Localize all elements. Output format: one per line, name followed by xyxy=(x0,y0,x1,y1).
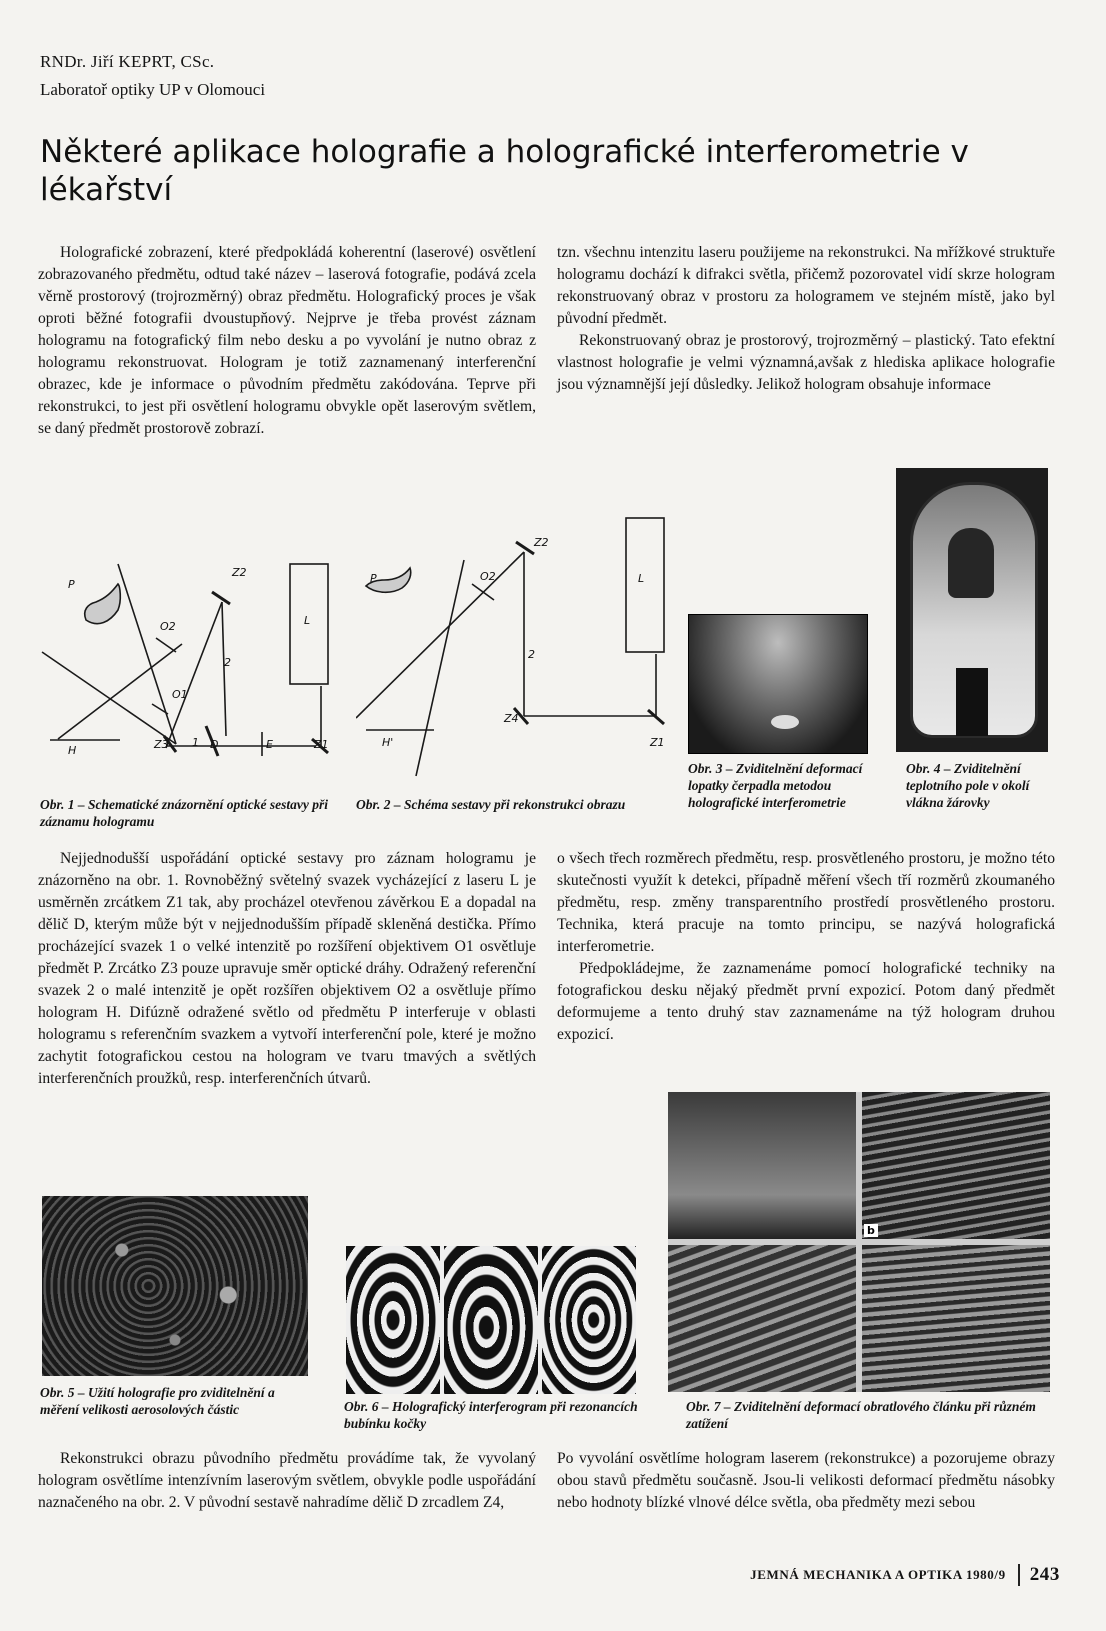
paragraph: Rekonstruovaný obraz je prostorový, trojrozměrný – plastický. Tato efektní vlastnost holografie je velmi významná,avšak z hlediska aplikace holografie jsou významnější její důsledky. Jelikož hologram obsahuje informace xyxy=(557,332,1055,393)
label-beam-1: 1 xyxy=(192,736,199,749)
page-number: 243 xyxy=(1018,1564,1060,1586)
interferogram-panel xyxy=(542,1246,636,1394)
method-right-column xyxy=(557,848,1055,1046)
label-o2: O2 xyxy=(480,570,496,583)
beam-line xyxy=(58,644,182,739)
paragraph: tzn. všechnu intenzitu laseru použijeme na rekonstrukci. Na mřížkové struktuře hologramu dochází k difrakci světla, přičemž pozorovatel vidí skrze hologram rekonstruovaný obraz v prostoru za hologramem ve stejném místě, jako byl původní předmět. xyxy=(557,244,1055,327)
label-z1: Z1 xyxy=(314,738,329,751)
paragraph: Po vyvolání osvětlíme hologram laserem (rekonstrukce) a pozorujeme obrazy obou stavů předmětu současně. Jsou-li velikosti deformací předmětu násobky nebo hodnoty blízké vlnové délce světla, oba předměty mezi sebou xyxy=(557,1450,1055,1511)
pump-blade-highlight xyxy=(771,715,799,729)
paragraph: Holografické zobrazení, které předpokládá koherentní (laserové) osvětlení zobrazovaného předmětu, odtud také název – laserová fotografie, podává zcela věrně prostorový (trojrozměrný) obraz předmětu. Holografický proces je však oproti běžné fotografii dvoustupňový. Nejprve je třeba provést záznam hologramu na fotografický film nebo desku a po vyvolání je nutno obraz z hologramu rekonstruovat. Hologram je totiž zaznamenaný interferenční obrazec, kde je informace o původním předmětu zakódována. Teprve při rekonstrukci, to jest při osvětlení hologramu obvykle opět laserovým světlem, se daný předmět prostorově zobrazí. xyxy=(38,244,536,437)
vertebra-panel-b xyxy=(862,1092,1050,1239)
label-h: H xyxy=(68,744,77,757)
vertebra-panel-c xyxy=(668,1245,856,1392)
author-name: RNDr. Jiří KEPRT, CSc. xyxy=(40,52,215,71)
figure-4-caption: Obr. 4 – Zviditelnění teplotního pole v okolí vlákna žárovky xyxy=(906,761,1030,810)
figure-7-caption: Obr. 7 – Zviditelnění deformací obratlového článku při různém zatížení xyxy=(686,1399,1036,1431)
article-title: Některé aplikace holografie a holografické interferometrie v lékařství xyxy=(40,134,969,208)
beam-line xyxy=(416,560,464,776)
lens-o2 xyxy=(472,584,494,600)
figure-3-photo xyxy=(688,614,868,754)
label-h: H' xyxy=(382,736,394,749)
label-d: D xyxy=(210,738,219,751)
label-l: L xyxy=(638,572,645,585)
paragraph: Předpokládejme, že zaznamenáme pomocí holografické techniky na fotografickou desku nějaký předmět první expozicí. Potom daný předmět deformujeme a tento druhý stav zaznamenáme na týž hologram druhou expozicí. xyxy=(557,960,1055,1043)
figure-7-photo xyxy=(668,1092,1050,1392)
figure-1-caption: Obr. 1 – Schematické znázornění optické sestavy při záznamu hologramu xyxy=(40,797,328,829)
page-footer xyxy=(750,1564,1060,1586)
label-o1: O1 xyxy=(172,688,188,701)
figure-1-diagram xyxy=(36,556,358,792)
label-z4: Z4 xyxy=(504,712,519,725)
heat-plume xyxy=(948,528,994,598)
journal-name: JEMNÁ MECHANIKA A OPTIKA 1980/9 xyxy=(750,1567,1006,1582)
mirror-z2 xyxy=(212,592,230,604)
intro-right-column xyxy=(557,242,1055,396)
figure-5-caption: Obr. 5 – Užití holografie pro zviditelnění a měření velikosti aerosolových částic xyxy=(40,1385,275,1417)
intro-left-column xyxy=(38,242,536,440)
object-p-shape xyxy=(85,584,121,624)
vertebra-panel-a xyxy=(668,1092,856,1239)
interferogram-panel xyxy=(444,1246,538,1394)
label-beam-2: 2 xyxy=(224,656,231,669)
paragraph: o všech třech rozměrech předmětu, resp. prosvětleného prostoru, je možno této skutečnosti využít k detekci, případně měření všech tří rozměrů zkoumaného předmětu, resp. změny transparentního prostředí prosvětleného prostoru. Technika, která pracuje na tomto principu, se nazývá holografická interferometrie. xyxy=(557,850,1055,955)
mirror-z2 xyxy=(516,542,534,554)
bulb-stem xyxy=(956,668,988,736)
figure-6-photo xyxy=(346,1246,636,1394)
figure-4-photo xyxy=(896,468,1048,752)
label-beam-2: 2 xyxy=(528,648,535,661)
beam-line xyxy=(222,602,226,736)
beam-line xyxy=(42,652,176,744)
label-e: E xyxy=(266,738,273,751)
lens-o2 xyxy=(156,638,176,652)
author-affiliation: Laboratoř optiky UP v Olomouci xyxy=(40,80,266,99)
label-z3: Z3 xyxy=(154,738,169,751)
panel-label-b: b xyxy=(864,1224,878,1237)
label-l: L xyxy=(304,614,311,627)
figure-6-caption: Obr. 6 – Holografický interferogram při rezonancích bubínku kočky xyxy=(344,1399,638,1431)
label-z2: Z2 xyxy=(232,566,247,579)
label-z2: Z2 xyxy=(534,536,549,549)
label-o2: O2 xyxy=(160,620,176,633)
vertebra-panel-d xyxy=(862,1245,1050,1392)
label-p: P xyxy=(370,572,377,585)
laser-box xyxy=(626,518,664,652)
figure-5-photo xyxy=(42,1196,308,1376)
figure-2-caption: Obr. 2 – Schéma sestavy při rekonstrukci obrazu xyxy=(356,797,626,812)
beam-line xyxy=(118,564,176,744)
beam-line xyxy=(356,552,524,718)
figure-2-diagram xyxy=(356,516,672,792)
reconstruction-left-column xyxy=(38,1448,536,1514)
figure-3-caption: Obr. 3 – Zviditelnění deformací lopatky čerpadla metodou holografické interferometrie xyxy=(688,761,863,810)
label-p: P xyxy=(68,578,75,591)
interferogram-panel xyxy=(346,1246,440,1394)
label-z1: Z1 xyxy=(650,736,665,749)
lens-o1 xyxy=(152,704,168,714)
reconstruction-right-column xyxy=(557,1448,1055,1514)
paragraph: Rekonstrukci obrazu původního předmětu provádíme tak, že vyvolaný hologram osvětlíme intenzívním laserovým světlem, obvykle podle uspořádání naznačeného na obr. 2. V původní sestavě nahradíme dělič D zrcadlem Z4, xyxy=(38,1450,536,1511)
paragraph: Nejjednodušší uspořádání optické sestavy pro záznam hologramu je znázorněno na obr. 1. Rovnoběžný světelný svazek vycházející z laseru L je usměrněn zrcátkem Z1 tak, aby procházel otevřenou závěrkou E a dopadal na dělič D, kterým může být v nejjednodušším případě skleněná destička. Přímo procházející svazek 1 o velké intenzitě po rozšíření objektivem O1 osvětluje předmět P. Zrcátko Z3 pouze upravuje směr optické dráhy. Odražený referenční svazek 2 o malé intenzitě je opět rozšířen objektivem O2 a osvětluje přímo hologram H. Difúzně odražené světlo od předmětu P interferuje v oblasti hologramu s referenčním svazkem a vytvoří interferenční pole, které je možno zachytit fotografickou cestou na hologram ve tvaru tmavých a světlých interferenčních proužků, resp. interferenčních útvarů. xyxy=(38,850,536,1087)
method-left-column xyxy=(38,848,536,1090)
